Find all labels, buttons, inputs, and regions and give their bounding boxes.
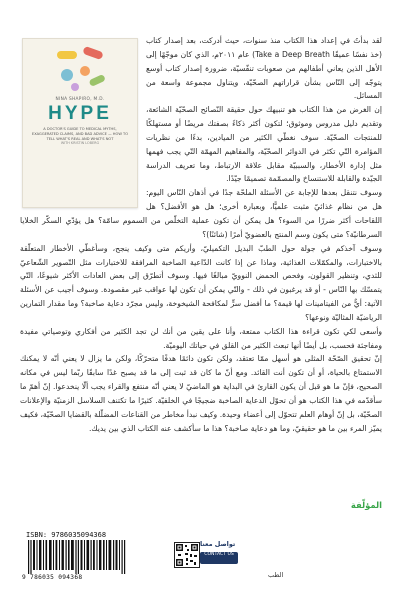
contact-us-button[interactable] [200, 552, 238, 564]
isbn-label: ISBN: 9786035094368 [26, 531, 107, 539]
barcode-icon [28, 540, 128, 574]
paragraph-2: إن الغرض من هذا الكتاب هو تنبيهك حول حقيقة النّصائح الصحّيّة الشائعة، وتقديم دليل مدروس وموثوق؛ لتكون أكثر ذكاءً بصفتك مريضًا أو مستهلكًا للمنتجات الصحّيّة. سوف نغطّي الكثير من الميادين، بدءًا من نظريات المؤامرة التّي تكثر في الدوائر الصحّيّة، والمفاهيم المهمّة التّي يجب فهمها مثل إدارة الأخطار، والسببيّة مقابل علاقة الارتباط، وما تعريف الدراسة الجيّدة والقابلة للاستنساخ والمصمّمة تصميمًا جيّدًا. [146, 105, 382, 184]
contact-label: تواصل معنا [200, 540, 236, 548]
blurb-text [20, 34, 382, 435]
isbn-digits: 9 786035 094368 [22, 574, 83, 581]
paragraph-1: لقد بدأتُ في إعداد هذا الكتاب منذ سنوات، حيث أدركت، بعد إصدار كتاب (خذ نفسًا عميقًا Take a Deep Breath) عام ٢٠١١م، الذي كان موجّهًا إلى الأهل الذين يعاني أطفالهم من صعوبات تنفّسيّة، ضرورة إصدار كتاب أوسع يتوجّه إلى النّاس بشأن قراراتهم الصحّيّة، ويتناول مجموعة واسعة من المسائل. [146, 36, 383, 101]
paragraph-6: إنّ تحقيق الصّحّة المثلى هو أسهل ممّا تعتقد، ولكن تكون دائمًا هدفًا متحرّكًا، ولكن ما يزال لا يعني أنّه لا يمكنك الاستمتاع بالحياة، أو أن تكون أنت القائد. ومع أنّ ما كان قد ثبت إلى ما قد يصبح غدًا سابقًا ربّما ليس في مكانه الصحيح، فإنّ ما هو قبل أن يكون القارئ في البداية هو الماضيّ لا يعني أنّه منتفع والقراء يجب ألّا ينخدعوا. إنّ أهمّ ما سأقدّمه في هذا الكتاب هو أن تحوّل الدعاية الصاخبة ضجيجًا في الخلفيّة. كثيرًا ما تكتنف السلاسل الزمنيّة والإعلانات الصحّيّة، بل إنّ أوهام العلم تتحوّل إلى أعضاء وحيدة. وكيف نبدأ مخاطر من القناعات المضلّلة بالقضايا الصحّيّة، فكيف يميّز المرء بين ما هو حقيقيّ، وما هو دعاية صاخبة؟ هذا ما سأكشف عنه الكتاب الذي بين يديك. [20, 354, 382, 433]
author-signature: المؤلّفة [350, 500, 382, 510]
cover-coauthor: WITH KRISTIN LOBERG [60, 141, 100, 145]
thumbnail-spacer [20, 34, 146, 212]
cover-title: HYPE [48, 103, 112, 124]
cover-subtitle: A DOCTOR'S GUIDE TO MEDICAL MYTHS, EXAGGERATED CLAIMS, AND BAD ADVICE — HOW TO TELL WHAT'S REAL AND WHAT'S NOT [31, 127, 129, 141]
paragraph-5: وأسعى لكي تكون قراءة هذا الكتاب ممتعة، وأنا على يقين من أنك لن تجد الكثير من أفكاري وتوصياتي مفيدة ومفاجئة فحسب، بل أيضًا أنها تبعث الكثير من القلق في حياتك اليوميّة. [20, 326, 382, 350]
cover-author: NINA SHAPIRO, M.D. [55, 97, 105, 102]
qr-code-icon[interactable] [174, 542, 200, 568]
paragraph-4: وسوف آخذكم في جولة حول الطبّ البديل التكميليّ، وأريكم متى وكيف ينجح، وسأغطّي الأخطار المتعلّقة بالاختبارات، والمكمّلات الغذائية، وماذا عن إذا كانت الدّاعية الصاخبة المرافقة للاختبارات مثل التّصوير الشّعاعيّ للثدي، وتنظير القولون، وفحص الحمض النوويّ مبالغًا فيها. وسوف أتطرّق إلى بعض العادات الأكثر شيوعًا، التّي يتمسّك بها النّاس - أو قد يرغبون في ذلك - والتّي يمكن أن تكون لها عواقب غير مقصودة. وسوف أجيب عن الأسئلة الآتية: أيٌّ من الفيتامينات لها قيمة؟ ما أفضل سرٍّ لمكافحة الشيخوخة، وليس مجرّد دعاية صاخبة؟ وما مقدار التمارين الرياضيّة المثاليّة ونوعها؟ [20, 243, 382, 322]
contact-block[interactable] [174, 532, 238, 574]
isbn-barcode [20, 530, 134, 586]
contact-button-line1: CONTACT US [204, 552, 234, 557]
category-label: الطب [268, 571, 284, 579]
paragraph-3: وسوف نتنقل بعدها للإجابة عن الأسئلة الملحّة جدًا في أذهان النّاس اليوم: هل من نظام غذائيّ مثبت علميًّا، وبعبارة أخرى؛ هل هو الأفضل؟ هل اللقاحات أكثر ضررًا من السوء؟ هل يمكن أن تكون عملية التخلّص من السموم سامّة؟ هل يؤدّي السكّر الخلايا السرطانيّة؟ متى يكون وسم المنتج بالعضويّ أمرًا (شائنًا)؟ [20, 188, 382, 239]
